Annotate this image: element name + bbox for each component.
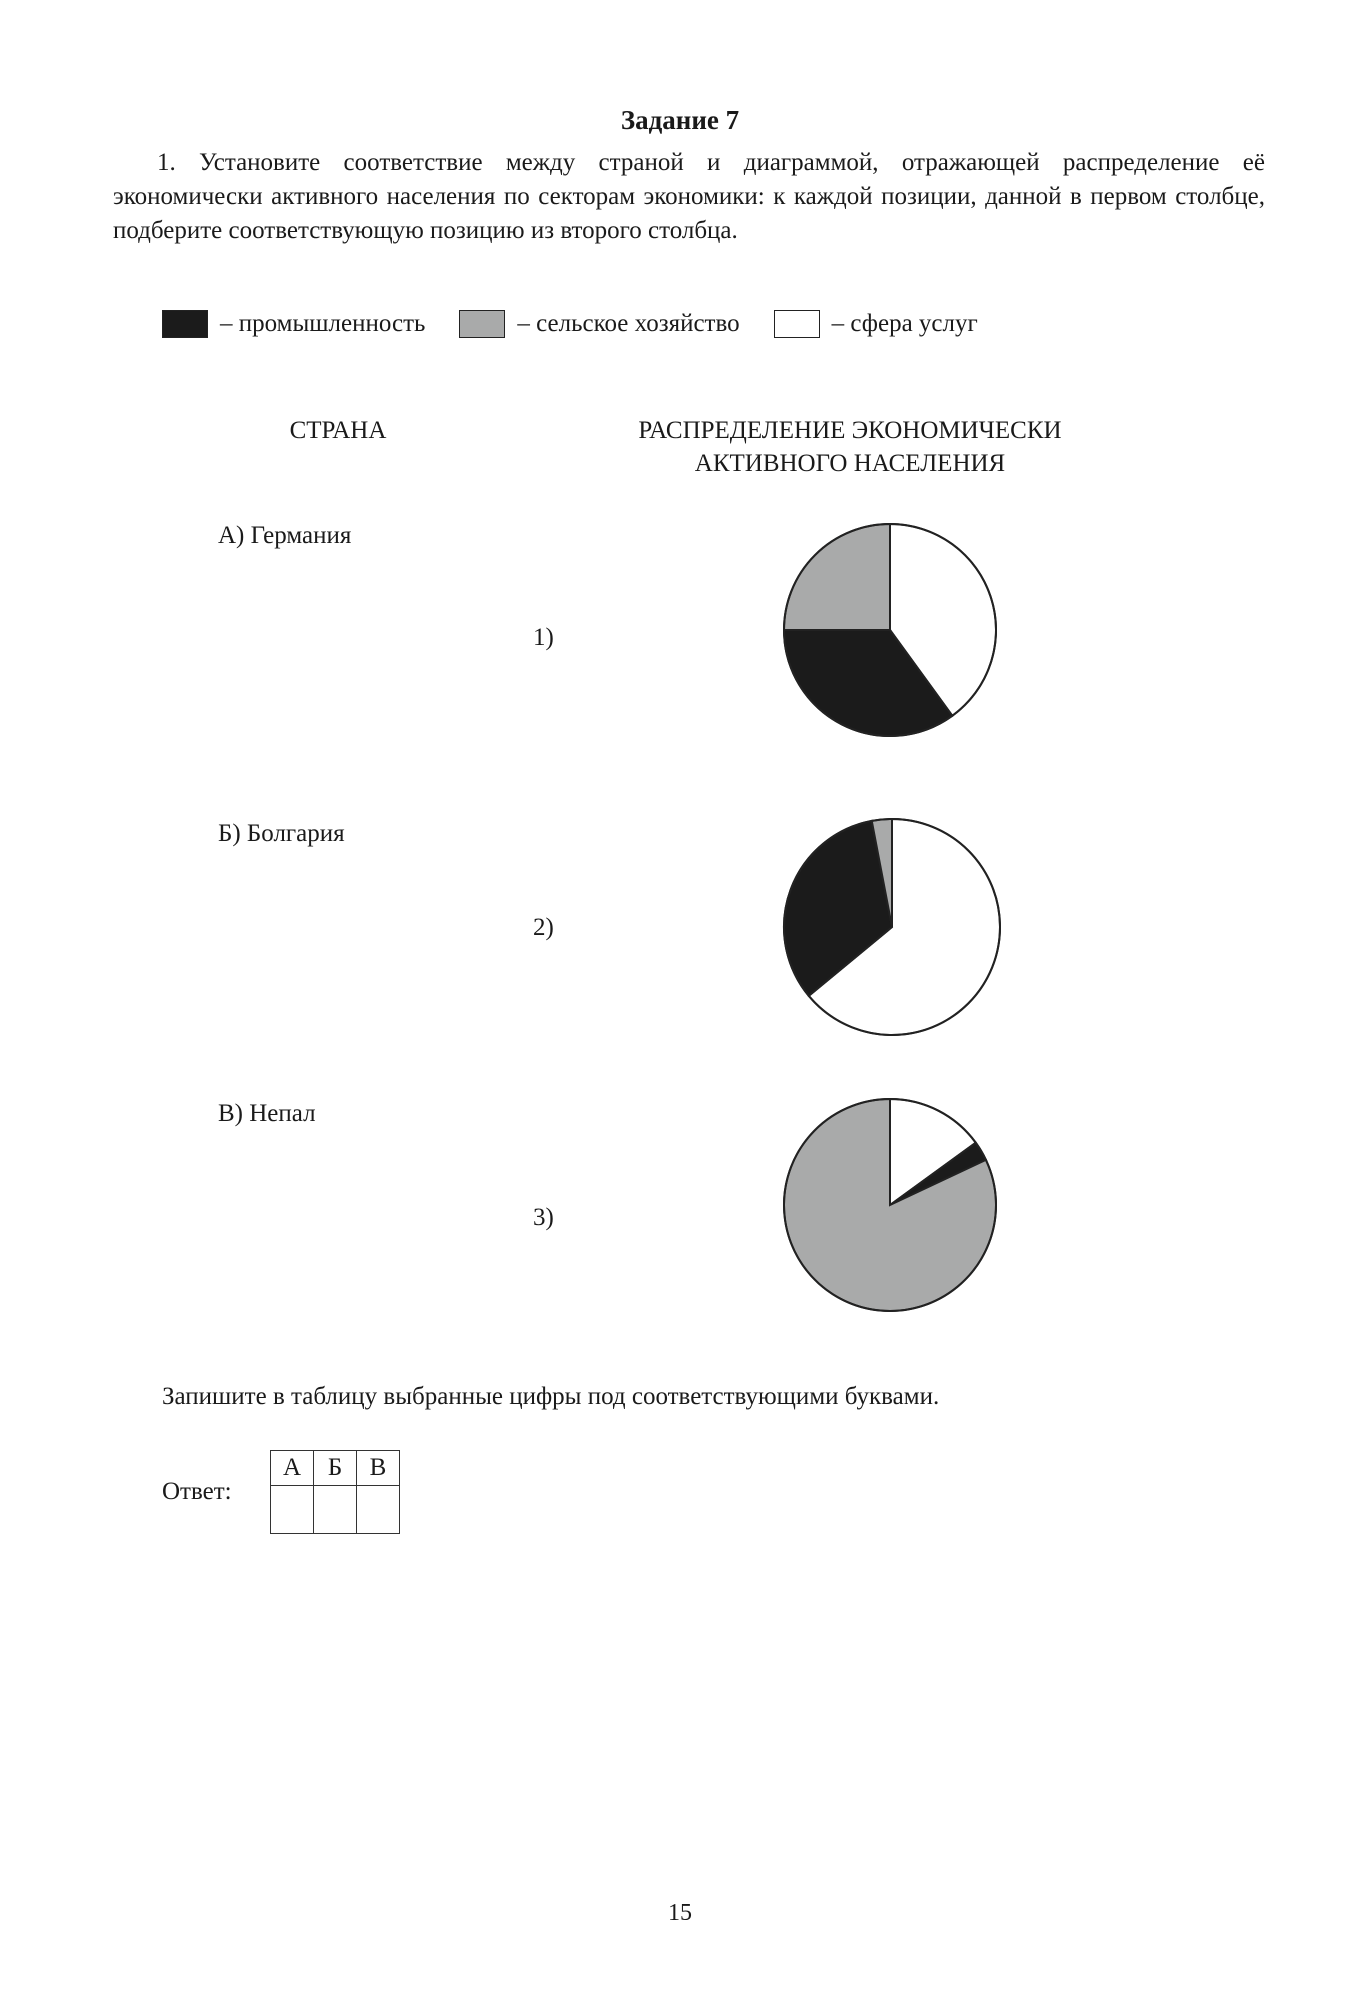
- instruction-text: Запишите в таблицу выбранные цифры под соответствующими буквами.: [162, 1383, 940, 1410]
- distribution-column-header: [580, 414, 1120, 480]
- chart-number-3: 3): [533, 1204, 554, 1231]
- legend-item-services: [774, 310, 978, 338]
- legend-item-agriculture: [459, 310, 739, 338]
- country-bulgaria: Б) Болгария: [218, 820, 345, 847]
- pie-chart-1: [780, 520, 1000, 740]
- legend: [162, 308, 1012, 340]
- country-column-header: СТРАНА: [289, 417, 387, 444]
- answer-cell-a[interactable]: [271, 1486, 314, 1534]
- legend-item-industry: [162, 310, 425, 338]
- legend-label: – промышленность: [220, 310, 426, 337]
- pie-slice-сельское-хозяйство: [784, 524, 890, 630]
- services-swatch: [774, 310, 820, 338]
- chart-number-2: 2): [533, 914, 554, 941]
- answer-cell-b[interactable]: [314, 1486, 357, 1534]
- agriculture-swatch: [459, 310, 505, 338]
- answer-label: Ответ:: [162, 1478, 232, 1505]
- distribution-header-line1: РАСПРЕДЕЛЕНИЕ ЭКОНОМИЧЕСКИ: [638, 417, 1062, 444]
- page-number: 15: [668, 1900, 692, 1926]
- task-text: 1. Установите соответствие между страной и диаграммой, отражающей распределение её экономически активного населения по секторам экономики: к каждой позиции, данной в первом столбце, подберите соответствующую позицию из второго столбца.: [113, 149, 1265, 244]
- legend-label: – сфера услуг: [831, 310, 978, 337]
- legend-label: – сельское хозяйство: [517, 310, 740, 337]
- pie-chart-3: [780, 1095, 1000, 1315]
- answer-table: [270, 1450, 400, 1534]
- answer-header-a: А: [271, 1451, 314, 1486]
- distribution-header-line2: АКТИВНОГО НАСЕЛЕНИЯ: [694, 450, 1006, 477]
- country-nepal: В) Непал: [218, 1100, 316, 1127]
- answer-header-v: В: [357, 1451, 400, 1486]
- answer-header-b: Б: [314, 1451, 357, 1486]
- answer-cell-v[interactable]: [357, 1486, 400, 1534]
- task-title: Задание 7: [620, 105, 740, 135]
- pie-chart-2: [780, 815, 1004, 1039]
- chart-number-1: 1): [533, 624, 554, 651]
- country-germany: А) Германия: [218, 522, 352, 549]
- industry-swatch: [162, 310, 208, 338]
